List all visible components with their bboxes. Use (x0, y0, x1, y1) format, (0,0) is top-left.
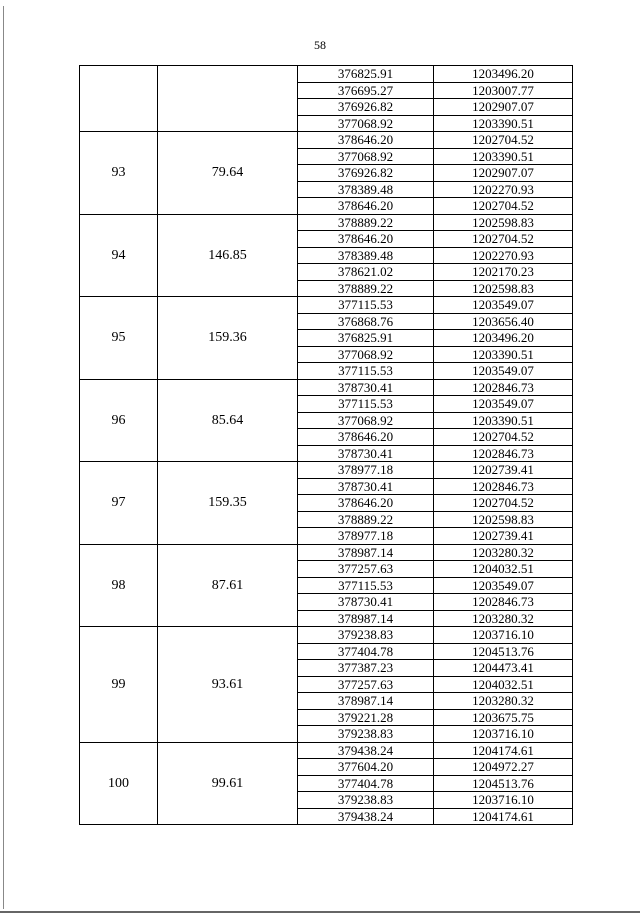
x-coordinate-cell: 377068.92 (298, 148, 434, 165)
x-coordinate-cell: 377068.92 (298, 115, 434, 132)
x-coordinate-cell: 378730.41 (298, 478, 434, 495)
y-coordinate-cell: 1202704.52 (434, 198, 573, 215)
x-coordinate-cell: 379238.83 (298, 792, 434, 809)
x-coordinate-cell: 378621.02 (298, 264, 434, 281)
y-coordinate-cell: 1203549.07 (434, 363, 573, 380)
y-coordinate-cell: 1203280.32 (434, 544, 573, 561)
parcel-number-cell: 97 (80, 462, 158, 545)
x-coordinate-cell: 377387.23 (298, 660, 434, 677)
y-coordinate-cell: 1202704.52 (434, 429, 573, 446)
x-coordinate-cell: 377068.92 (298, 346, 434, 363)
x-coordinate-cell: 378977.18 (298, 528, 434, 545)
y-coordinate-cell: 1202704.52 (434, 132, 573, 149)
y-coordinate-cell: 1204473.41 (434, 660, 573, 677)
x-coordinate-cell: 377257.63 (298, 561, 434, 578)
x-coordinate-cell: 377257.63 (298, 676, 434, 693)
parcel-area-cell: 93.61 (158, 627, 298, 743)
y-coordinate-cell: 1203280.32 (434, 693, 573, 710)
y-coordinate-cell: 1203716.10 (434, 792, 573, 809)
parcel-number-cell: 100 (80, 742, 158, 825)
y-coordinate-cell: 1203716.10 (434, 627, 573, 644)
coordinates-table (79, 65, 573, 825)
y-coordinate-cell: 1202704.52 (434, 231, 573, 248)
parcel-number-cell (80, 66, 158, 132)
x-coordinate-cell: 376825.91 (298, 330, 434, 347)
x-coordinate-cell: 378646.20 (298, 231, 434, 248)
y-coordinate-cell: 1202704.52 (434, 495, 573, 512)
x-coordinate-cell: 377115.53 (298, 363, 434, 380)
parcel-area-cell: 85.64 (158, 379, 298, 462)
x-coordinate-cell: 379438.24 (298, 742, 434, 759)
y-coordinate-cell: 1202846.73 (434, 379, 573, 396)
x-coordinate-cell: 378889.22 (298, 280, 434, 297)
table-row (80, 132, 573, 149)
y-coordinate-cell: 1202846.73 (434, 445, 573, 462)
y-coordinate-cell: 1204513.76 (434, 775, 573, 792)
x-coordinate-cell: 378730.41 (298, 594, 434, 611)
x-coordinate-cell: 376695.27 (298, 82, 434, 99)
y-coordinate-cell: 1203007.77 (434, 82, 573, 99)
y-coordinate-cell: 1203716.10 (434, 726, 573, 743)
page-frame-bottom-edge (0, 911, 640, 913)
x-coordinate-cell: 379238.83 (298, 627, 434, 644)
y-coordinate-cell: 1202598.83 (434, 214, 573, 231)
y-coordinate-cell: 1202598.83 (434, 511, 573, 528)
table-row (80, 297, 573, 314)
coordinates-table-body (80, 66, 573, 825)
table-row (80, 214, 573, 231)
y-coordinate-cell: 1202739.41 (434, 462, 573, 479)
y-coordinate-cell: 1202846.73 (434, 594, 573, 611)
y-coordinate-cell: 1202846.73 (434, 478, 573, 495)
parcel-area-cell: 159.35 (158, 462, 298, 545)
x-coordinate-cell: 378987.14 (298, 610, 434, 627)
parcel-number-cell: 96 (80, 379, 158, 462)
y-coordinate-cell: 1203656.40 (434, 313, 573, 330)
table-row (80, 462, 573, 479)
x-coordinate-cell: 376868.76 (298, 313, 434, 330)
y-coordinate-cell: 1204513.76 (434, 643, 573, 660)
coordinates-table-container (79, 65, 572, 825)
x-coordinate-cell: 378389.48 (298, 247, 434, 264)
x-coordinate-cell: 379221.28 (298, 709, 434, 726)
y-coordinate-cell: 1202270.93 (434, 247, 573, 264)
parcel-number-cell: 93 (80, 132, 158, 215)
y-coordinate-cell: 1203390.51 (434, 115, 573, 132)
x-coordinate-cell: 378646.20 (298, 495, 434, 512)
y-coordinate-cell: 1203390.51 (434, 148, 573, 165)
parcel-area-cell: 99.61 (158, 742, 298, 825)
x-coordinate-cell: 378646.20 (298, 132, 434, 149)
parcel-area-cell: 159.36 (158, 297, 298, 380)
x-coordinate-cell: 377115.53 (298, 396, 434, 413)
y-coordinate-cell: 1202270.93 (434, 181, 573, 198)
x-coordinate-cell: 378987.14 (298, 693, 434, 710)
y-coordinate-cell: 1203280.32 (434, 610, 573, 627)
x-coordinate-cell: 378730.41 (298, 445, 434, 462)
parcel-number-cell: 95 (80, 297, 158, 380)
y-coordinate-cell: 1203675.75 (434, 709, 573, 726)
parcel-area-cell (158, 66, 298, 132)
x-coordinate-cell: 377604.20 (298, 759, 434, 776)
x-coordinate-cell: 379438.24 (298, 808, 434, 825)
y-coordinate-cell: 1204174.61 (434, 742, 573, 759)
y-coordinate-cell: 1203549.07 (434, 577, 573, 594)
x-coordinate-cell: 376926.82 (298, 165, 434, 182)
x-coordinate-cell: 378977.18 (298, 462, 434, 479)
y-coordinate-cell: 1203390.51 (434, 346, 573, 363)
parcel-area-cell: 87.61 (158, 544, 298, 627)
page-frame-left-edge (3, 6, 4, 909)
y-coordinate-cell: 1203496.20 (434, 330, 573, 347)
y-coordinate-cell: 1202907.07 (434, 99, 573, 116)
x-coordinate-cell: 377068.92 (298, 412, 434, 429)
y-coordinate-cell: 1202598.83 (434, 280, 573, 297)
page-number: 58 (314, 38, 326, 52)
x-coordinate-cell: 376926.82 (298, 99, 434, 116)
x-coordinate-cell: 378889.22 (298, 511, 434, 528)
y-coordinate-cell: 1204032.51 (434, 561, 573, 578)
parcel-number-cell: 99 (80, 627, 158, 743)
x-coordinate-cell: 378987.14 (298, 544, 434, 561)
x-coordinate-cell: 378646.20 (298, 198, 434, 215)
parcel-number-cell: 98 (80, 544, 158, 627)
table-row (80, 544, 573, 561)
y-coordinate-cell: 1204972.27 (434, 759, 573, 776)
y-coordinate-cell: 1203390.51 (434, 412, 573, 429)
x-coordinate-cell: 377115.53 (298, 577, 434, 594)
x-coordinate-cell: 376825.91 (298, 66, 434, 83)
table-row (80, 379, 573, 396)
y-coordinate-cell: 1202739.41 (434, 528, 573, 545)
x-coordinate-cell: 378889.22 (298, 214, 434, 231)
y-coordinate-cell: 1202907.07 (434, 165, 573, 182)
parcel-area-cell: 79.64 (158, 132, 298, 215)
parcel-area-cell: 146.85 (158, 214, 298, 297)
x-coordinate-cell: 378730.41 (298, 379, 434, 396)
y-coordinate-cell: 1204032.51 (434, 676, 573, 693)
table-row (80, 627, 573, 644)
y-coordinate-cell: 1203549.07 (434, 396, 573, 413)
x-coordinate-cell: 377115.53 (298, 297, 434, 314)
y-coordinate-cell: 1202170.23 (434, 264, 573, 281)
x-coordinate-cell: 378646.20 (298, 429, 434, 446)
y-coordinate-cell: 1203496.20 (434, 66, 573, 83)
y-coordinate-cell: 1204174.61 (434, 808, 573, 825)
table-row (80, 66, 573, 83)
parcel-number-cell: 94 (80, 214, 158, 297)
y-coordinate-cell: 1203549.07 (434, 297, 573, 314)
x-coordinate-cell: 377404.78 (298, 775, 434, 792)
x-coordinate-cell: 378389.48 (298, 181, 434, 198)
x-coordinate-cell: 379238.83 (298, 726, 434, 743)
x-coordinate-cell: 377404.78 (298, 643, 434, 660)
table-row (80, 742, 573, 759)
